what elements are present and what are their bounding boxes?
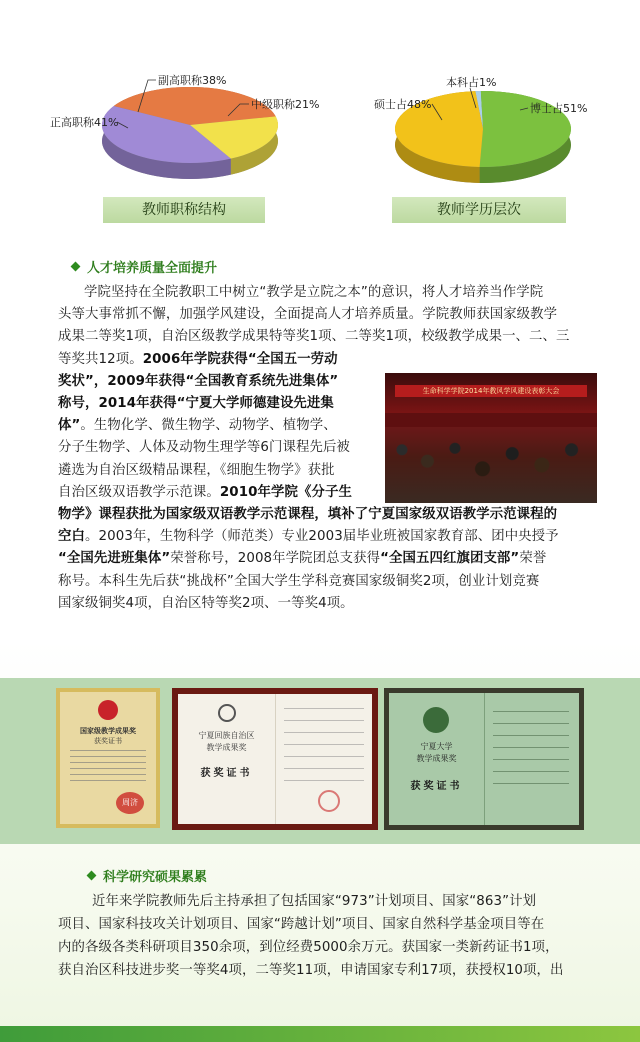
pie2-label-master: 硕士占48% bbox=[374, 98, 432, 111]
diamond-bullet-icon bbox=[87, 871, 97, 881]
text-line: 遴选为自治区级精品课程，《细胞生物学》获批 bbox=[58, 462, 335, 478]
cert3-line2: 教学成果奖 bbox=[416, 754, 457, 763]
text-line: 空白。2003年，生物科学（师范类）专业2003届毕业班被国家教育部、团中央授予 bbox=[58, 529, 559, 545]
cert2-title: 获奖证书 bbox=[200, 768, 253, 779]
section-heading-talent: 人才培养质量全面提升 bbox=[72, 257, 217, 276]
pie1-label-intermediate: 中级职称21% bbox=[251, 98, 320, 111]
text-line: 自治区级双语教学示范课。2010年学院《分子生 bbox=[58, 484, 352, 500]
research-paragraph bbox=[58, 890, 606, 982]
diamond-bullet-icon bbox=[71, 262, 81, 272]
text-line: “全国先进班集体”荣誉称号，2008年学院团总支获得“全国五四红旗团支部”荣誉 bbox=[58, 551, 547, 567]
text-line: 项目、国家科技攻关计划项目、国家“跨越计划”项目、国家自然科学基金项目等在 bbox=[58, 917, 545, 932]
title-structure-caption: 教师职称结构 bbox=[103, 197, 265, 223]
text-line: 等奖共12项。2006年学院获得“全国五一劳动 bbox=[58, 351, 338, 367]
cert1-red-seal: 周济 bbox=[116, 792, 144, 814]
cert1-title: 国家级教学成果奖 bbox=[80, 727, 136, 735]
pie2-label-bachelor: 本科占1% bbox=[446, 76, 497, 89]
pie1-label-associate: 副高职称38% bbox=[158, 74, 227, 87]
cert2-text-lines bbox=[284, 708, 364, 788]
cert3-line1: 宁夏大学 bbox=[420, 742, 453, 751]
national-emblem-icon bbox=[98, 700, 118, 720]
pie1-label-full: 正高职称41% bbox=[50, 116, 119, 129]
text-line: 头等大事常抓不懈，加强学风建设，全面提高人才培养质量。学院教师获国家级教学 bbox=[58, 307, 558, 323]
university-emblem-icon bbox=[423, 707, 449, 733]
text-line: 体”。生物化学、微生物学、动物学、植物学、 bbox=[58, 418, 337, 434]
cert3-text-lines bbox=[493, 711, 569, 795]
conference-banner: 生命科学学院2014年教风学风建设表彰大会 bbox=[395, 385, 587, 397]
text-line: 近年来学院教师先后主持承担了包括国家“973”计划项目、国家“863”计划 bbox=[92, 894, 537, 909]
ningxia-award-certificate bbox=[172, 688, 378, 830]
pie2-label-doctor: 博士占51% bbox=[530, 102, 588, 115]
text-line: 奖状”，2009年获得“全国教育系统先进集体” bbox=[58, 373, 339, 389]
text-line: 内的各级各类科研项目350余项，到位经费5000余万元。获国家一类新药证书1项， bbox=[58, 940, 559, 955]
text-line: 国家级铜奖4项，自治区特等奖2项、一等奖4项。 bbox=[58, 595, 354, 611]
degree-level-caption: 教师学历层次 bbox=[392, 197, 566, 223]
text-line: 分子生物学、人体及动物生理学等6门课程先后被 bbox=[58, 440, 350, 456]
audience bbox=[385, 427, 597, 503]
national-award-certificate bbox=[56, 688, 160, 828]
text-line: 学院坚持在全院教职工中树立“教学是立院之本”的意识，将人才培养当作学院 bbox=[84, 285, 544, 300]
ningxia-emblem-icon bbox=[218, 704, 236, 722]
cert3-title: 获奖证书 bbox=[410, 781, 463, 792]
cert2-line1: 宁夏回族自治区 bbox=[198, 731, 255, 740]
cert1-subtitle: 获奖证书 bbox=[94, 737, 122, 745]
text-line: 称号，2014年获得“宁夏大学师德建设先进集 bbox=[58, 396, 334, 412]
text-line: 成果二等奖1项，自治区级教学成果特等奖1项、二等奖1项，校级教学成果一、二、三 bbox=[58, 329, 570, 345]
podium-table bbox=[385, 413, 597, 427]
cert2-line2: 教学成果奖 bbox=[206, 743, 247, 752]
cert1-text-lines bbox=[70, 750, 146, 786]
cert2-seal bbox=[318, 790, 340, 812]
text-line: 获自治区科技进步奖一等奖4项，二等奖11项，申请国家专利17项，获授权10项，出 bbox=[58, 963, 564, 978]
text-line: 称号。本科生先后获“挑战杯”全国大学生学科竞赛国家级铜奖2项，创业计划竞赛 bbox=[58, 573, 540, 589]
footer-green-bar bbox=[0, 1026, 640, 1042]
ningxia-university-certificate bbox=[384, 688, 584, 830]
conference-photo bbox=[385, 373, 597, 503]
text-line: 物学》课程获批为国家级双语教学示范课程，填补了宁夏国家级双语教学示范课程的 bbox=[58, 507, 558, 523]
section-heading-research: 科学研究硕果累累 bbox=[88, 866, 207, 885]
